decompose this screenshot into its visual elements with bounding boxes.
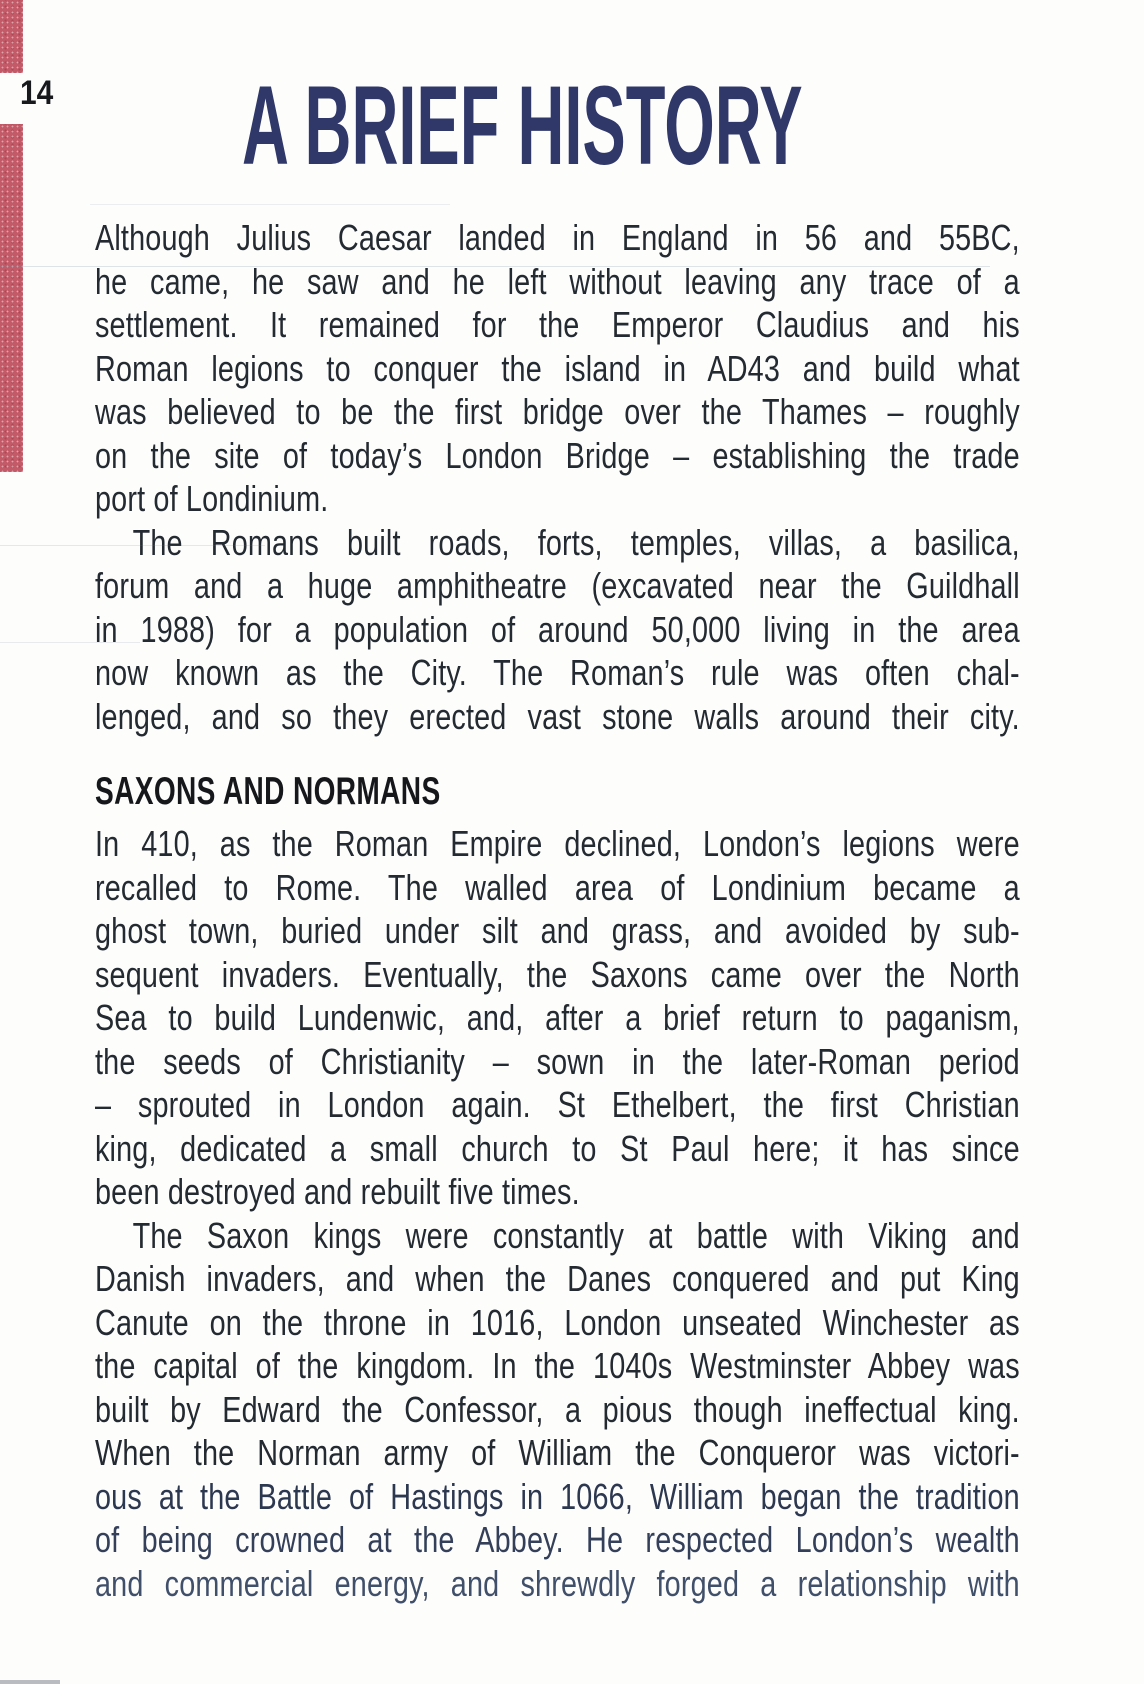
text-line: now known as the City. The Roman’s rule was often chal- bbox=[95, 652, 1020, 693]
text-line: settlement. It remained for the Emperor Claudius and his bbox=[95, 304, 1020, 345]
text-line: of being crowned at the Abbey. He respected London’s wealth bbox=[95, 1519, 1020, 1560]
text-line: ghost town, buried under silt and grass, and avoided by sub- bbox=[95, 910, 1020, 951]
text-line: on the site of today’s London Bridge – establishing the trade bbox=[95, 434, 1020, 476]
paragraph bbox=[95, 216, 1020, 521]
body-text-column bbox=[95, 216, 1020, 1605]
text-line: in 1988) for a population of around 50,000 living in the area bbox=[95, 608, 1020, 650]
text-line: port of Londinium. bbox=[95, 478, 329, 519]
paragraph bbox=[95, 521, 1020, 739]
text-line: ous at the Battle of Hastings in 1066, William began the tradition bbox=[95, 1475, 1020, 1517]
text-line: Although Julius Caesar landed in England in 56 and 55BC, bbox=[95, 217, 1020, 258]
text-line: been destroyed and rebuilt five times. bbox=[95, 1171, 580, 1212]
text-line: built by Edward the Confessor, a pious though ineffectual king. bbox=[95, 1388, 1020, 1430]
text-line: When the Norman army of William the Conqueror was victori- bbox=[95, 1432, 1020, 1473]
spine-bar-top bbox=[0, 0, 23, 73]
paragraph bbox=[95, 822, 1020, 1214]
text-line: The Saxon kings were constantly at battle with Viking and bbox=[132, 1214, 1020, 1256]
text-line: In 410, as the Roman Empire declined, London’s legions were bbox=[95, 823, 1020, 864]
chapter-title bbox=[0, 63, 1044, 188]
text-line: sequent invaders. Eventually, the Saxons came over the North bbox=[95, 953, 1020, 995]
text-line: the seeds of Christianity – sown in the later-Roman period bbox=[95, 1040, 1020, 1082]
scan-corner-smudge bbox=[0, 1680, 60, 1684]
text-line: Danish invaders, and when the Danes conquered and put King bbox=[95, 1258, 1020, 1299]
text-line: he came, he saw and he left without leaving any trace of a bbox=[95, 260, 1020, 302]
page-number: 14 bbox=[20, 74, 54, 112]
text-line: and commercial energy, and shrewdly forged a relationship with bbox=[95, 1562, 1020, 1604]
text-line: lenged, and so they erected vast stone walls around their city. bbox=[95, 695, 1020, 737]
text-line: Roman legions to conquer the island in AD43 and build what bbox=[95, 347, 1020, 389]
text-line: the capital of the kingdom. In the 1040s Westminster Abbey was bbox=[95, 1345, 1020, 1386]
text-line: Canute on the throne in 1016, London unseated Winchester as bbox=[95, 1301, 1020, 1343]
text-line: – sprouted in London again. St Ethelbert, the first Christian bbox=[95, 1084, 1020, 1125]
scan-crease bbox=[90, 204, 450, 205]
text-line: king, dedicated a small church to St Paul here; it has since bbox=[95, 1127, 1020, 1169]
section-heading bbox=[95, 770, 1020, 814]
text-line: was believed to be the first bridge over the Thames – roughly bbox=[95, 391, 1020, 432]
text-line: Sea to build Lundenwic, and, after a brief return to paganism, bbox=[95, 997, 1020, 1038]
paragraph bbox=[95, 1214, 1020, 1606]
text-line: forum and a huge amphitheatre (excavated near the Guildhall bbox=[95, 565, 1020, 606]
text-line: The Romans built roads, forts, temples, villas, a basilica, bbox=[132, 521, 1020, 563]
chapter-title-text: A BRIEF HISTORY bbox=[241, 63, 803, 188]
text-line: recalled to Rome. The walled area of Londinium became a bbox=[95, 866, 1020, 908]
section-heading-text: SAXONS AND NORMANS bbox=[95, 770, 441, 813]
